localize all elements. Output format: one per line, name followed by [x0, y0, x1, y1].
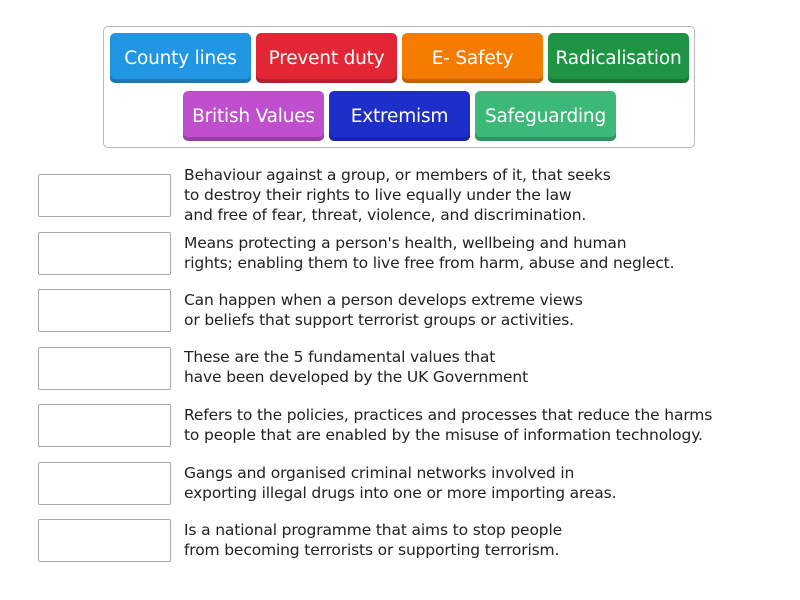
tile-safeguarding[interactable]: Safeguarding — [475, 91, 616, 141]
description-5-line-2: to people that are enabled by the misuse of information technology. — [184, 426, 703, 444]
tile-county-lines[interactable]: County lines — [110, 33, 251, 83]
description-6 — [184, 463, 784, 503]
description-2-line-1: Means protecting a person's health, wellbeing and human — [184, 234, 627, 252]
description-4 — [184, 347, 784, 387]
description-3 — [184, 290, 784, 330]
description-3-line-1: Can happen when a person develops extreme views — [184, 291, 583, 309]
drop-zone-5[interactable] — [38, 404, 171, 447]
description-7 — [184, 520, 784, 560]
tile-extremism[interactable]: Extremism — [329, 91, 470, 141]
description-7-line-2: from becoming terrorists or supporting terrorism. — [184, 541, 560, 559]
drop-zone-1[interactable] — [38, 174, 171, 217]
description-1-line-3: and free of fear, threat, violence, and discrimination. — [184, 206, 587, 224]
drop-zone-3[interactable] — [38, 289, 171, 332]
drop-zone-2[interactable] — [38, 232, 171, 275]
drop-zone-7[interactable] — [38, 519, 171, 562]
description-6-line-2: exporting illegal drugs into one or more importing areas. — [184, 484, 617, 502]
description-2-line-2: rights; enabling them to live free from harm, abuse and neglect. — [184, 254, 675, 272]
description-2 — [184, 233, 784, 273]
tile-british-values[interactable]: British Values — [183, 91, 324, 141]
description-5 — [184, 405, 784, 445]
description-1-line-2: to destroy their rights to live equally under the law — [184, 186, 572, 204]
description-6-line-1: Gangs and organised criminal networks involved in — [184, 464, 575, 482]
description-5-line-1: Refers to the policies, practices and processes that reduce the harms — [184, 406, 713, 424]
tile-e-safety[interactable]: E- Safety — [402, 33, 543, 83]
description-7-line-1: Is a national programme that aims to stop people — [184, 521, 563, 539]
tile-radicalisation[interactable]: Radicalisation — [548, 33, 689, 83]
description-1-line-1: Behaviour against a group, or members of it, that seeks — [184, 166, 611, 184]
description-3-line-2: or beliefs that support terrorist groups or activities. — [184, 311, 574, 329]
description-1 — [184, 165, 784, 225]
drop-zone-6[interactable] — [38, 462, 171, 505]
description-4-line-2: have been developed by the UK Government — [184, 368, 529, 386]
description-4-line-1: These are the 5 fundamental values that — [184, 348, 496, 366]
drop-zone-4[interactable] — [38, 347, 171, 390]
tile-prevent-duty[interactable]: Prevent duty — [256, 33, 397, 83]
